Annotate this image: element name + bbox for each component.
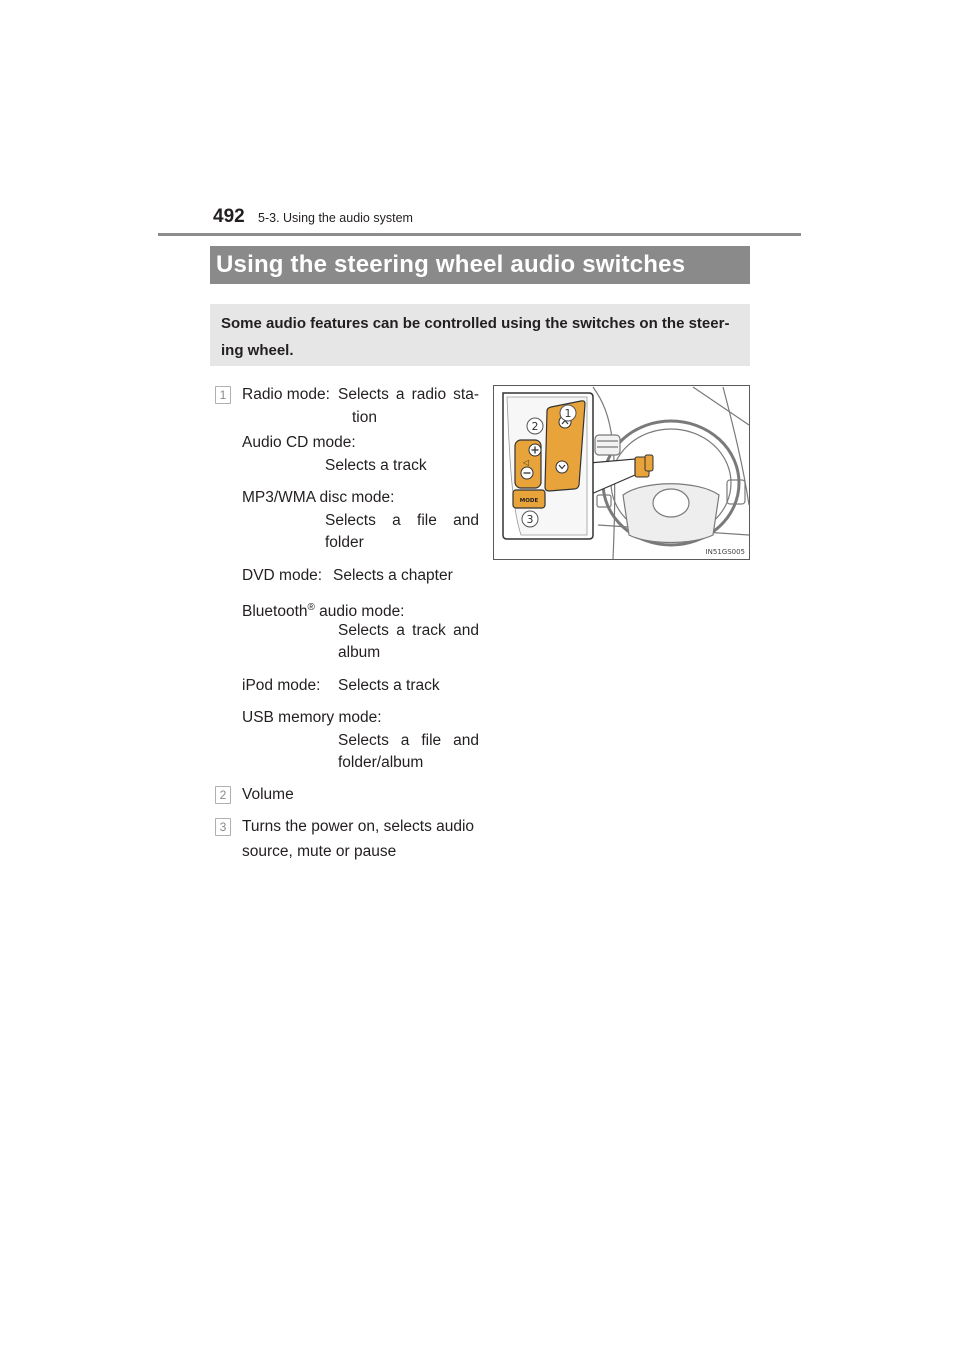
figure-code: IN51GS005 — [705, 548, 745, 556]
ipod-mode-desc: Selects a track — [338, 677, 440, 694]
item-number-1: 1 — [215, 386, 231, 404]
mp3-mode-desc-cont: folder — [325, 534, 364, 551]
mp3-mode-label: MP3/WMA disc mode: — [242, 489, 395, 506]
page-number: 492 — [213, 206, 245, 227]
volume-label: Volume — [242, 786, 294, 803]
svg-text:◁: ◁ — [523, 458, 530, 467]
mode-switch-desc: Turns the power on, selects audio — [242, 818, 475, 835]
usb-mode-desc-cont: folder/album — [338, 754, 424, 771]
page-title: Using the steering wheel audio switches — [210, 246, 750, 284]
bluetooth-mode-desc-cont: album — [338, 644, 381, 661]
section-breadcrumb: 5-3. Using the audio system — [258, 211, 413, 225]
item-number-3: 3 — [215, 818, 231, 836]
dvd-mode-label: DVD mode: — [242, 567, 323, 584]
callout-3: 3 — [526, 513, 534, 526]
item-number-2: 2 — [215, 786, 231, 804]
dvd-mode-desc: Selects a chapter — [333, 567, 453, 584]
header-divider — [158, 233, 801, 236]
callout-2: 2 — [531, 420, 539, 433]
cd-mode-label: Audio CD mode: — [242, 434, 356, 451]
intro-box: Some audio features can be controlled using the switches on the steer-ing wheel. — [210, 304, 750, 366]
radio-mode-desc-cont: tion — [352, 409, 377, 426]
usb-mode-desc: Selects a file and — [338, 732, 479, 749]
steering-wheel-illustration — [493, 385, 750, 560]
bluetooth-mode-label: Bluetooth® audio mode: — [242, 602, 405, 621]
mode-button-label: MODE — [519, 498, 539, 504]
mode-switch-desc-cont: source, mute or pause — [242, 843, 397, 860]
cd-mode-desc: Selects a track — [325, 457, 427, 474]
mp3-mode-desc: Selects a file and — [325, 512, 479, 529]
usb-mode-label: USB memory mode: — [242, 709, 382, 726]
callout-1: 1 — [564, 407, 572, 420]
bluetooth-mode-desc: Selects a track and — [338, 622, 479, 639]
radio-mode-label: Radio mode: — [242, 386, 330, 403]
radio-mode-desc: Selects a radio sta- — [338, 386, 479, 403]
ipod-mode-label: iPod mode: — [242, 677, 321, 694]
